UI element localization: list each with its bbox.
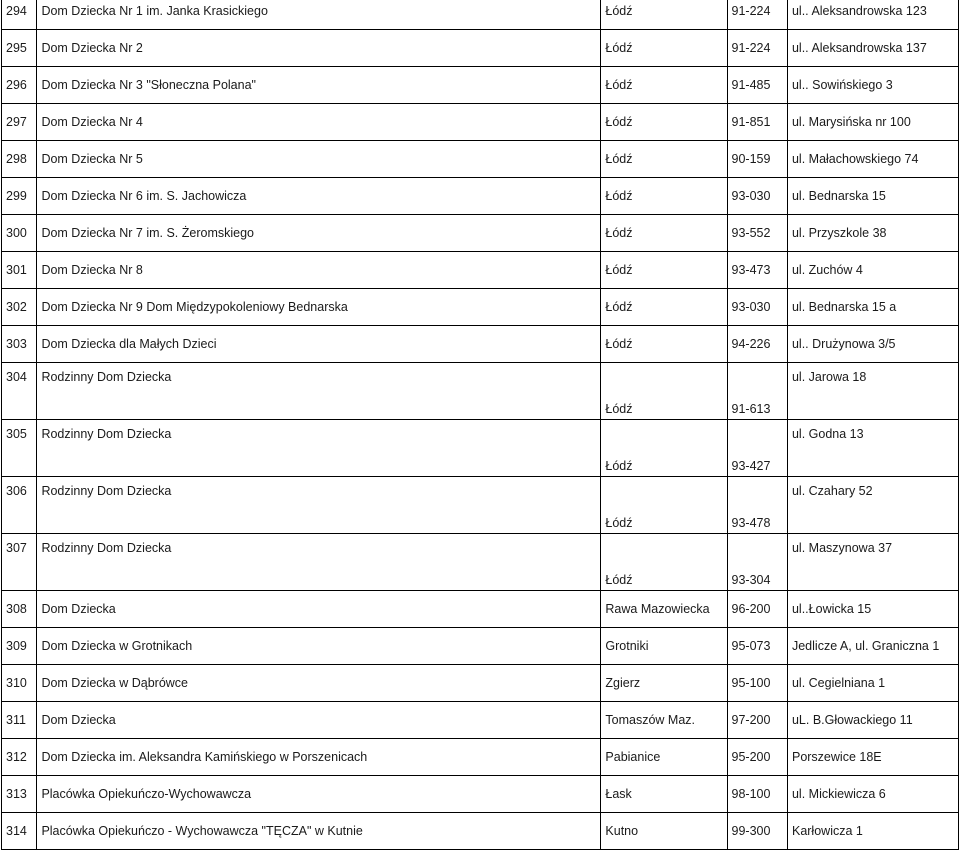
city: Łódź xyxy=(601,289,727,326)
institution-name: Dom Dziecka xyxy=(37,591,601,628)
street-address: ul. Bednarska 15 xyxy=(787,178,958,215)
city: Pabianice xyxy=(601,739,727,776)
table-row xyxy=(2,0,959,30)
city: Rawa Mazowiecka xyxy=(601,591,727,628)
childrens-homes-table xyxy=(1,0,959,850)
row-number: 294 xyxy=(2,0,37,30)
city: Łódź xyxy=(601,326,727,363)
street-address: ul. Godna 13 xyxy=(787,420,958,477)
city: Łódź xyxy=(601,67,727,104)
postal-code: 97-200 xyxy=(727,702,787,739)
table-row xyxy=(2,665,959,702)
institution-name: Placówka Opiekuńczo-Wychowawcza xyxy=(37,776,601,813)
street-address: uL. B.Głowackiego 11 xyxy=(787,702,958,739)
row-number: 302 xyxy=(2,289,37,326)
row-number: 295 xyxy=(2,30,37,67)
table-row xyxy=(2,420,959,477)
row-number: 304 xyxy=(2,363,37,420)
institution-name: Rodzinny Dom Dziecka xyxy=(37,534,601,591)
street-address: ul. Mickiewicza 6 xyxy=(787,776,958,813)
institution-name: Rodzinny Dom Dziecka xyxy=(37,363,601,420)
street-address: Porszewice 18E xyxy=(787,739,958,776)
postal-code: 99-300 xyxy=(727,813,787,850)
street-address: ul. Jarowa 18 xyxy=(787,363,958,420)
row-number: 308 xyxy=(2,591,37,628)
postal-code: 90-159 xyxy=(727,141,787,178)
city: Łódź xyxy=(601,477,727,534)
table-row xyxy=(2,739,959,776)
postal-code: 95-100 xyxy=(727,665,787,702)
row-number: 306 xyxy=(2,477,37,534)
postal-code: 95-200 xyxy=(727,739,787,776)
table-row xyxy=(2,628,959,665)
city: Zgierz xyxy=(601,665,727,702)
city: Łódź xyxy=(601,252,727,289)
street-address: Jedlicze A, ul. Graniczna 1 xyxy=(787,628,958,665)
postal-code: 93-030 xyxy=(727,178,787,215)
table-row xyxy=(2,363,959,420)
table-row xyxy=(2,702,959,739)
table-row xyxy=(2,591,959,628)
postal-code: 98-100 xyxy=(727,776,787,813)
table-row xyxy=(2,326,959,363)
postal-code: 93-473 xyxy=(727,252,787,289)
institution-name: Dom Dziecka xyxy=(37,702,601,739)
street-address: ul. Zuchów 4 xyxy=(787,252,958,289)
institution-name: Dom Dziecka Nr 4 xyxy=(37,104,601,141)
street-address: ul. Maszynowa 37 xyxy=(787,534,958,591)
city: Łódź xyxy=(601,363,727,420)
institution-name: Dom Dziecka Nr 1 im. Janka Krasickiego xyxy=(37,0,601,30)
row-number: 303 xyxy=(2,326,37,363)
street-address: ul..Łowicka 15 xyxy=(787,591,958,628)
postal-code: 93-478 xyxy=(727,477,787,534)
row-number: 300 xyxy=(2,215,37,252)
postal-code: 91-851 xyxy=(727,104,787,141)
table-row xyxy=(2,813,959,850)
postal-code: 96-200 xyxy=(727,591,787,628)
street-address: ul.. Aleksandrowska 137 xyxy=(787,30,958,67)
street-address: Karłowicza 1 xyxy=(787,813,958,850)
institution-name: Rodzinny Dom Dziecka xyxy=(37,477,601,534)
postal-code: 91-485 xyxy=(727,67,787,104)
postal-code: 94-226 xyxy=(727,326,787,363)
institution-name: Dom Dziecka Nr 9 Dom Międzypokoleniowy Bednarska xyxy=(37,289,601,326)
institution-name: Dom Dziecka im. Aleksandra Kamińskiego w Porszenicach xyxy=(37,739,601,776)
row-number: 297 xyxy=(2,104,37,141)
city: Łódź xyxy=(601,104,727,141)
city: Łódź xyxy=(601,534,727,591)
institution-name: Rodzinny Dom Dziecka xyxy=(37,420,601,477)
city: Tomaszów Maz. xyxy=(601,702,727,739)
table-row xyxy=(2,67,959,104)
row-number: 313 xyxy=(2,776,37,813)
table-row xyxy=(2,534,959,591)
table-row xyxy=(2,215,959,252)
postal-code: 91-613 xyxy=(727,363,787,420)
institution-name: Dom Dziecka Nr 2 xyxy=(37,30,601,67)
city: Kutno xyxy=(601,813,727,850)
street-address: ul.. Drużynowa 3/5 xyxy=(787,326,958,363)
city: Łódź xyxy=(601,0,727,30)
table-row xyxy=(2,776,959,813)
institution-name: Dom Dziecka w Grotnikach xyxy=(37,628,601,665)
city: Łódź xyxy=(601,30,727,67)
table-row xyxy=(2,252,959,289)
institution-name: Dom Dziecka Nr 6 im. S. Jachowicza xyxy=(37,178,601,215)
postal-code: 95-073 xyxy=(727,628,787,665)
table-row xyxy=(2,289,959,326)
institution-name: Dom Dziecka Nr 7 im. S. Żeromskiego xyxy=(37,215,601,252)
institution-name: Dom Dziecka Nr 5 xyxy=(37,141,601,178)
city: Łódź xyxy=(601,178,727,215)
postal-code: 91-224 xyxy=(727,0,787,30)
street-address: ul. Czahary 52 xyxy=(787,477,958,534)
institution-name: Dom Dziecka w Dąbrówce xyxy=(37,665,601,702)
city: Łask xyxy=(601,776,727,813)
row-number: 299 xyxy=(2,178,37,215)
street-address: ul. Marysińska nr 100 xyxy=(787,104,958,141)
row-number: 307 xyxy=(2,534,37,591)
postal-code: 91-224 xyxy=(727,30,787,67)
table-row xyxy=(2,477,959,534)
row-number: 305 xyxy=(2,420,37,477)
street-address: ul.. Aleksandrowska 123 xyxy=(787,0,958,30)
postal-code: 93-552 xyxy=(727,215,787,252)
postal-code: 93-030 xyxy=(727,289,787,326)
table-row xyxy=(2,141,959,178)
row-number: 310 xyxy=(2,665,37,702)
row-number: 314 xyxy=(2,813,37,850)
street-address: ul. Przyszkole 38 xyxy=(787,215,958,252)
street-address: ul. Małachowskiego 74 xyxy=(787,141,958,178)
institution-name: Dom Dziecka Nr 3 "Słoneczna Polana" xyxy=(37,67,601,104)
row-number: 312 xyxy=(2,739,37,776)
row-number: 309 xyxy=(2,628,37,665)
city: Łódź xyxy=(601,420,727,477)
row-number: 296 xyxy=(2,67,37,104)
street-address: ul. Bednarska 15 a xyxy=(787,289,958,326)
institution-name: Dom Dziecka Nr 8 xyxy=(37,252,601,289)
street-address: ul. Cegielniana 1 xyxy=(787,665,958,702)
table-row xyxy=(2,30,959,67)
city: Łódź xyxy=(601,141,727,178)
postal-code: 93-427 xyxy=(727,420,787,477)
institution-name: Placówka Opiekuńczo - Wychowawcza "TĘCZA" w Kutnie xyxy=(37,813,601,850)
table-row xyxy=(2,104,959,141)
row-number: 298 xyxy=(2,141,37,178)
row-number: 301 xyxy=(2,252,37,289)
postal-code: 93-304 xyxy=(727,534,787,591)
table-row xyxy=(2,178,959,215)
row-number: 311 xyxy=(2,702,37,739)
city: Łódź xyxy=(601,215,727,252)
institution-name: Dom Dziecka dla Małych Dzieci xyxy=(37,326,601,363)
city: Grotniki xyxy=(601,628,727,665)
street-address: ul.. Sowińskiego 3 xyxy=(787,67,958,104)
